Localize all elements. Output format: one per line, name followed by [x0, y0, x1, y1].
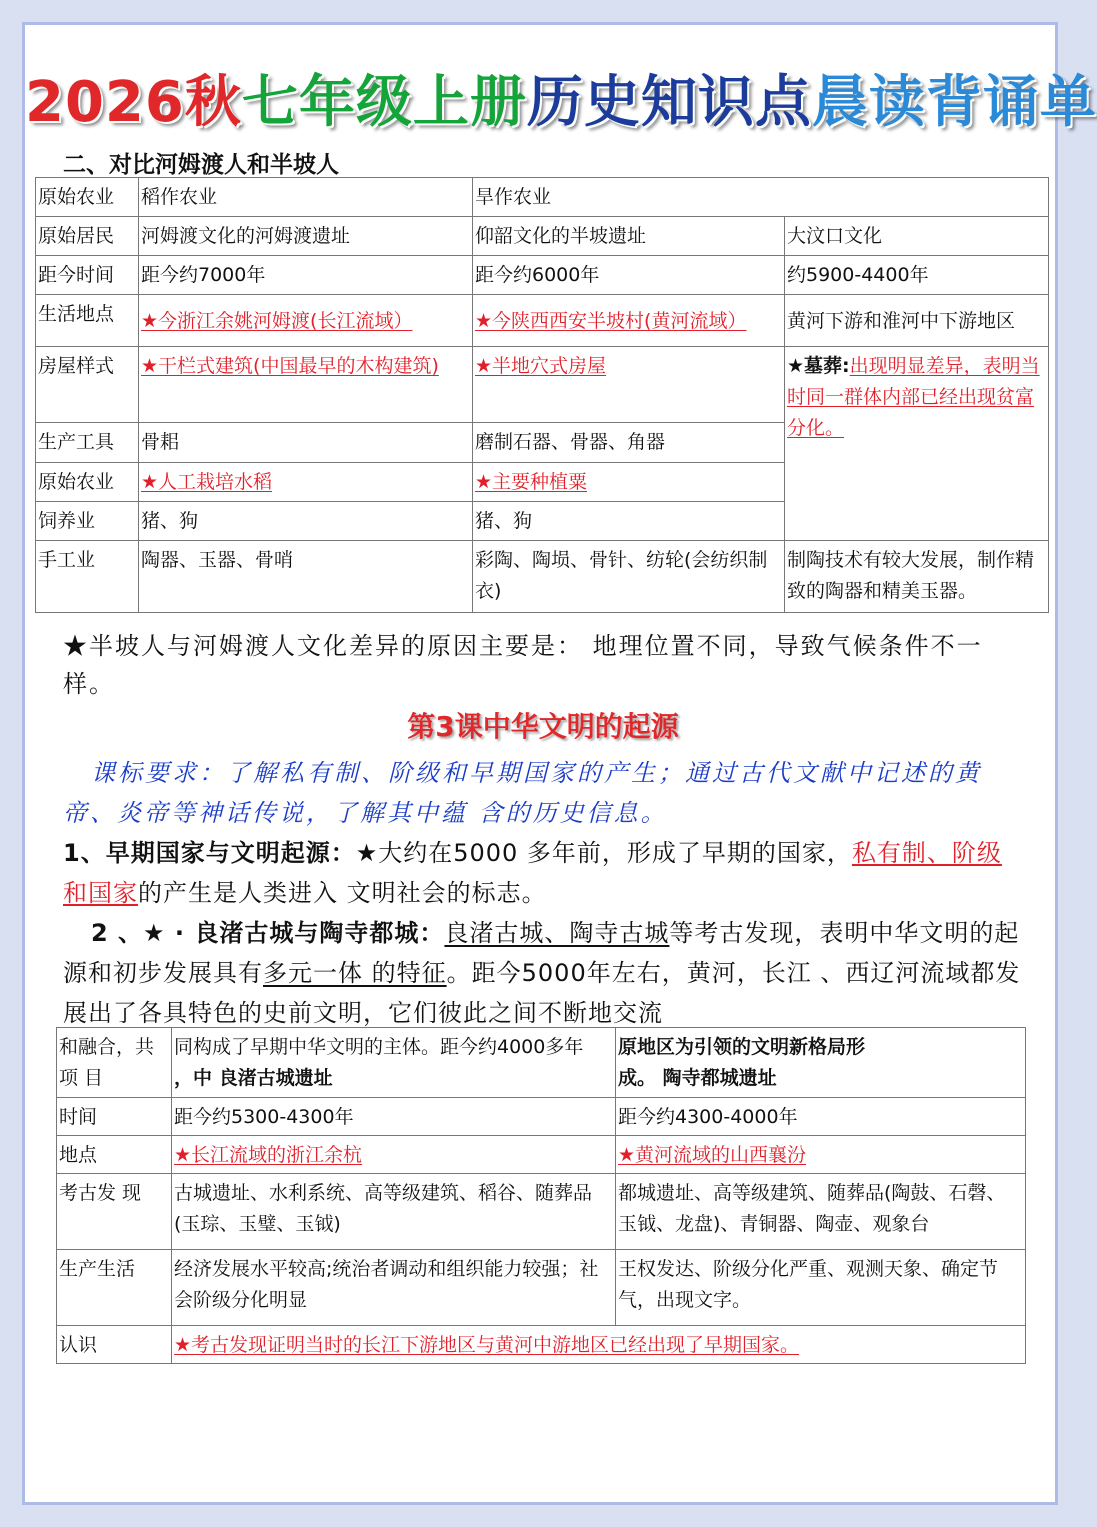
row-label: 距今时间: [36, 256, 139, 295]
cell: 猪、狗: [473, 502, 785, 541]
title-part-year: 2026秋: [25, 70, 242, 135]
cell: 经济发展水平较高;统治者调动和组织能力较强；社会阶级分化明显: [172, 1250, 616, 1326]
row-label: 考古发 现: [57, 1174, 172, 1250]
cell: 稻作农业: [139, 178, 473, 217]
highlight-text: ★考古发现证明当时的长江下游地区与黄河中游地区已经出现了早期国家。: [174, 1334, 800, 1356]
note-text: ★半坡人与河姆渡人文化差异的原因主要是： 地理位置不同，导致气候条件不一样。: [63, 632, 983, 698]
cell: 骨耜: [139, 423, 473, 463]
burial-label: ★墓葬:: [787, 355, 850, 377]
row-label: 原始居民: [36, 217, 139, 256]
cell: 河姆渡文化的河姆渡遗址: [139, 217, 473, 256]
cell: 距今约5300-4300年: [172, 1098, 616, 1136]
burial-cell: [785, 347, 1049, 541]
row-label: 原始农业: [36, 463, 139, 502]
title-part-grade: 七年级上册: [241, 70, 527, 135]
row-label: 生产工具: [36, 423, 139, 463]
highlight-text: ★半地穴式房屋: [475, 355, 607, 377]
row-label: 房屋样式: [36, 347, 139, 423]
highlight-text: ★人工栽培水稻: [141, 471, 273, 493]
highlight-text: 出现明显差异，表明当时同一群体内部已经出现贫富分化。: [787, 355, 1040, 439]
column-header: ，中 良渚古城遗址: [174, 1067, 333, 1089]
row-label: 时间: [57, 1098, 172, 1136]
cell: 都城遗址、高等级建筑、随葬品(陶鼓、石磬、玉钺、龙盘)、青铜器、陶壶、观象台: [616, 1174, 1026, 1250]
cell: 黄河下游和淮河中下游地区: [785, 295, 1049, 347]
curriculum-standard: 课标要求：了解私有制、阶级和早期国家的产生；通过古代文献中记述的黄帝、炎帝等神话传说，了解其中蕴 含的历史信息。: [63, 759, 982, 827]
cell-text: 原地区为引领的文明新格局形: [618, 1036, 866, 1058]
highlight-text: ★今浙江余姚河姆渡(长江流域）: [141, 310, 413, 332]
cell: 猪、狗: [139, 502, 473, 541]
cell-text: 同构成了早期中华文明的主体。距今约4000多年: [174, 1036, 584, 1058]
cell: [616, 1028, 1026, 1098]
cell: 彩陶、陶埙、骨针、纺轮(会纺织制衣): [473, 541, 785, 613]
underlined-text: 多元一体 的特征: [263, 959, 447, 987]
highlight-text: ★黄河流域的山西襄汾: [618, 1144, 807, 1166]
sites-table: [56, 1027, 1026, 1364]
highlight-text: ★长江流域的浙江余杭: [174, 1144, 363, 1166]
cell: [172, 1028, 616, 1098]
cell: 古城遗址、水利系统、高等级建筑、稻谷、随葬品(玉琮、玉璧、玉钺): [172, 1174, 616, 1250]
row-label: 地点: [57, 1136, 172, 1174]
cell: 制陶技术有较大发展，制作精致的陶器和精美玉器。: [785, 541, 1049, 613]
highlight-text: ★主要种植粟: [475, 471, 588, 493]
row-label: 饲养业: [36, 502, 139, 541]
paragraph-text: 等考古发现，表明中华文明的起源和初步发展具有: [63, 919, 1020, 987]
paragraph-text: 。距今5000年左右，黄河，长江 、西辽河流域都发展出了各具特色的史前文明，它们彼此之间不断地交流: [63, 959, 1021, 1027]
cell: 旱作农业: [473, 178, 1049, 217]
paragraph-heading: 2 、★ · 良渚古城与陶寺都城：: [91, 919, 445, 947]
highlight-text: 私有制、阶级和国家: [63, 839, 1002, 907]
lesson-title: 第3课中华文明的起源: [407, 710, 679, 743]
cell: 陶器、玉器、骨哨: [139, 541, 473, 613]
title-part-type: 晨读背诵单: [811, 70, 1097, 135]
row-label: 生活地点: [36, 295, 139, 347]
paragraph-heading: 1、早期国家与文明起源：: [63, 839, 356, 867]
highlight-text: ★干栏式建筑(中国最早的木构建筑): [141, 355, 439, 377]
page-title: [25, 63, 1097, 143]
row-label: 和融合，共项 目: [57, 1028, 172, 1098]
title-part-subject: 历史知识点: [526, 70, 812, 135]
paragraph-text: 的产生是人类进入 文明社会的标志。: [138, 879, 547, 907]
cell: 距今约6000年: [473, 256, 785, 295]
row-label: 生产生活: [57, 1250, 172, 1326]
row-label: 手工业: [36, 541, 139, 613]
cell: 大汶口文化: [785, 217, 1049, 256]
underlined-text: 良渚古城、陶寺古城: [444, 919, 670, 947]
column-header: 成。 陶寺都城遗址: [618, 1067, 777, 1089]
paragraph-text: ★大约在5000 多年前，形成了早期的国家，: [355, 839, 852, 867]
cell: 磨制石器、骨器、角器: [473, 423, 785, 463]
cell: 仰韶文化的半坡遗址: [473, 217, 785, 256]
paragraph-1: [63, 833, 1023, 913]
cell: 距今约7000年: [139, 256, 473, 295]
cell: 王权发达、阶级分化严重、观测天象、确定节气，出现文字。: [616, 1250, 1026, 1326]
cell: 距今约4300-4000年: [616, 1098, 1026, 1136]
section-heading: 二、对比河姆渡人和半坡人: [63, 152, 339, 178]
paragraph-2: [63, 913, 1023, 1033]
cell: 约5900-4400年: [785, 256, 1049, 295]
highlight-text: ★今陕西西安半坡村(黄河流域）: [475, 310, 747, 332]
comparison-table: [35, 177, 1049, 613]
row-label: 原始农业: [36, 178, 139, 217]
document-page: [22, 22, 1097, 1505]
row-label: 认识: [57, 1326, 172, 1364]
